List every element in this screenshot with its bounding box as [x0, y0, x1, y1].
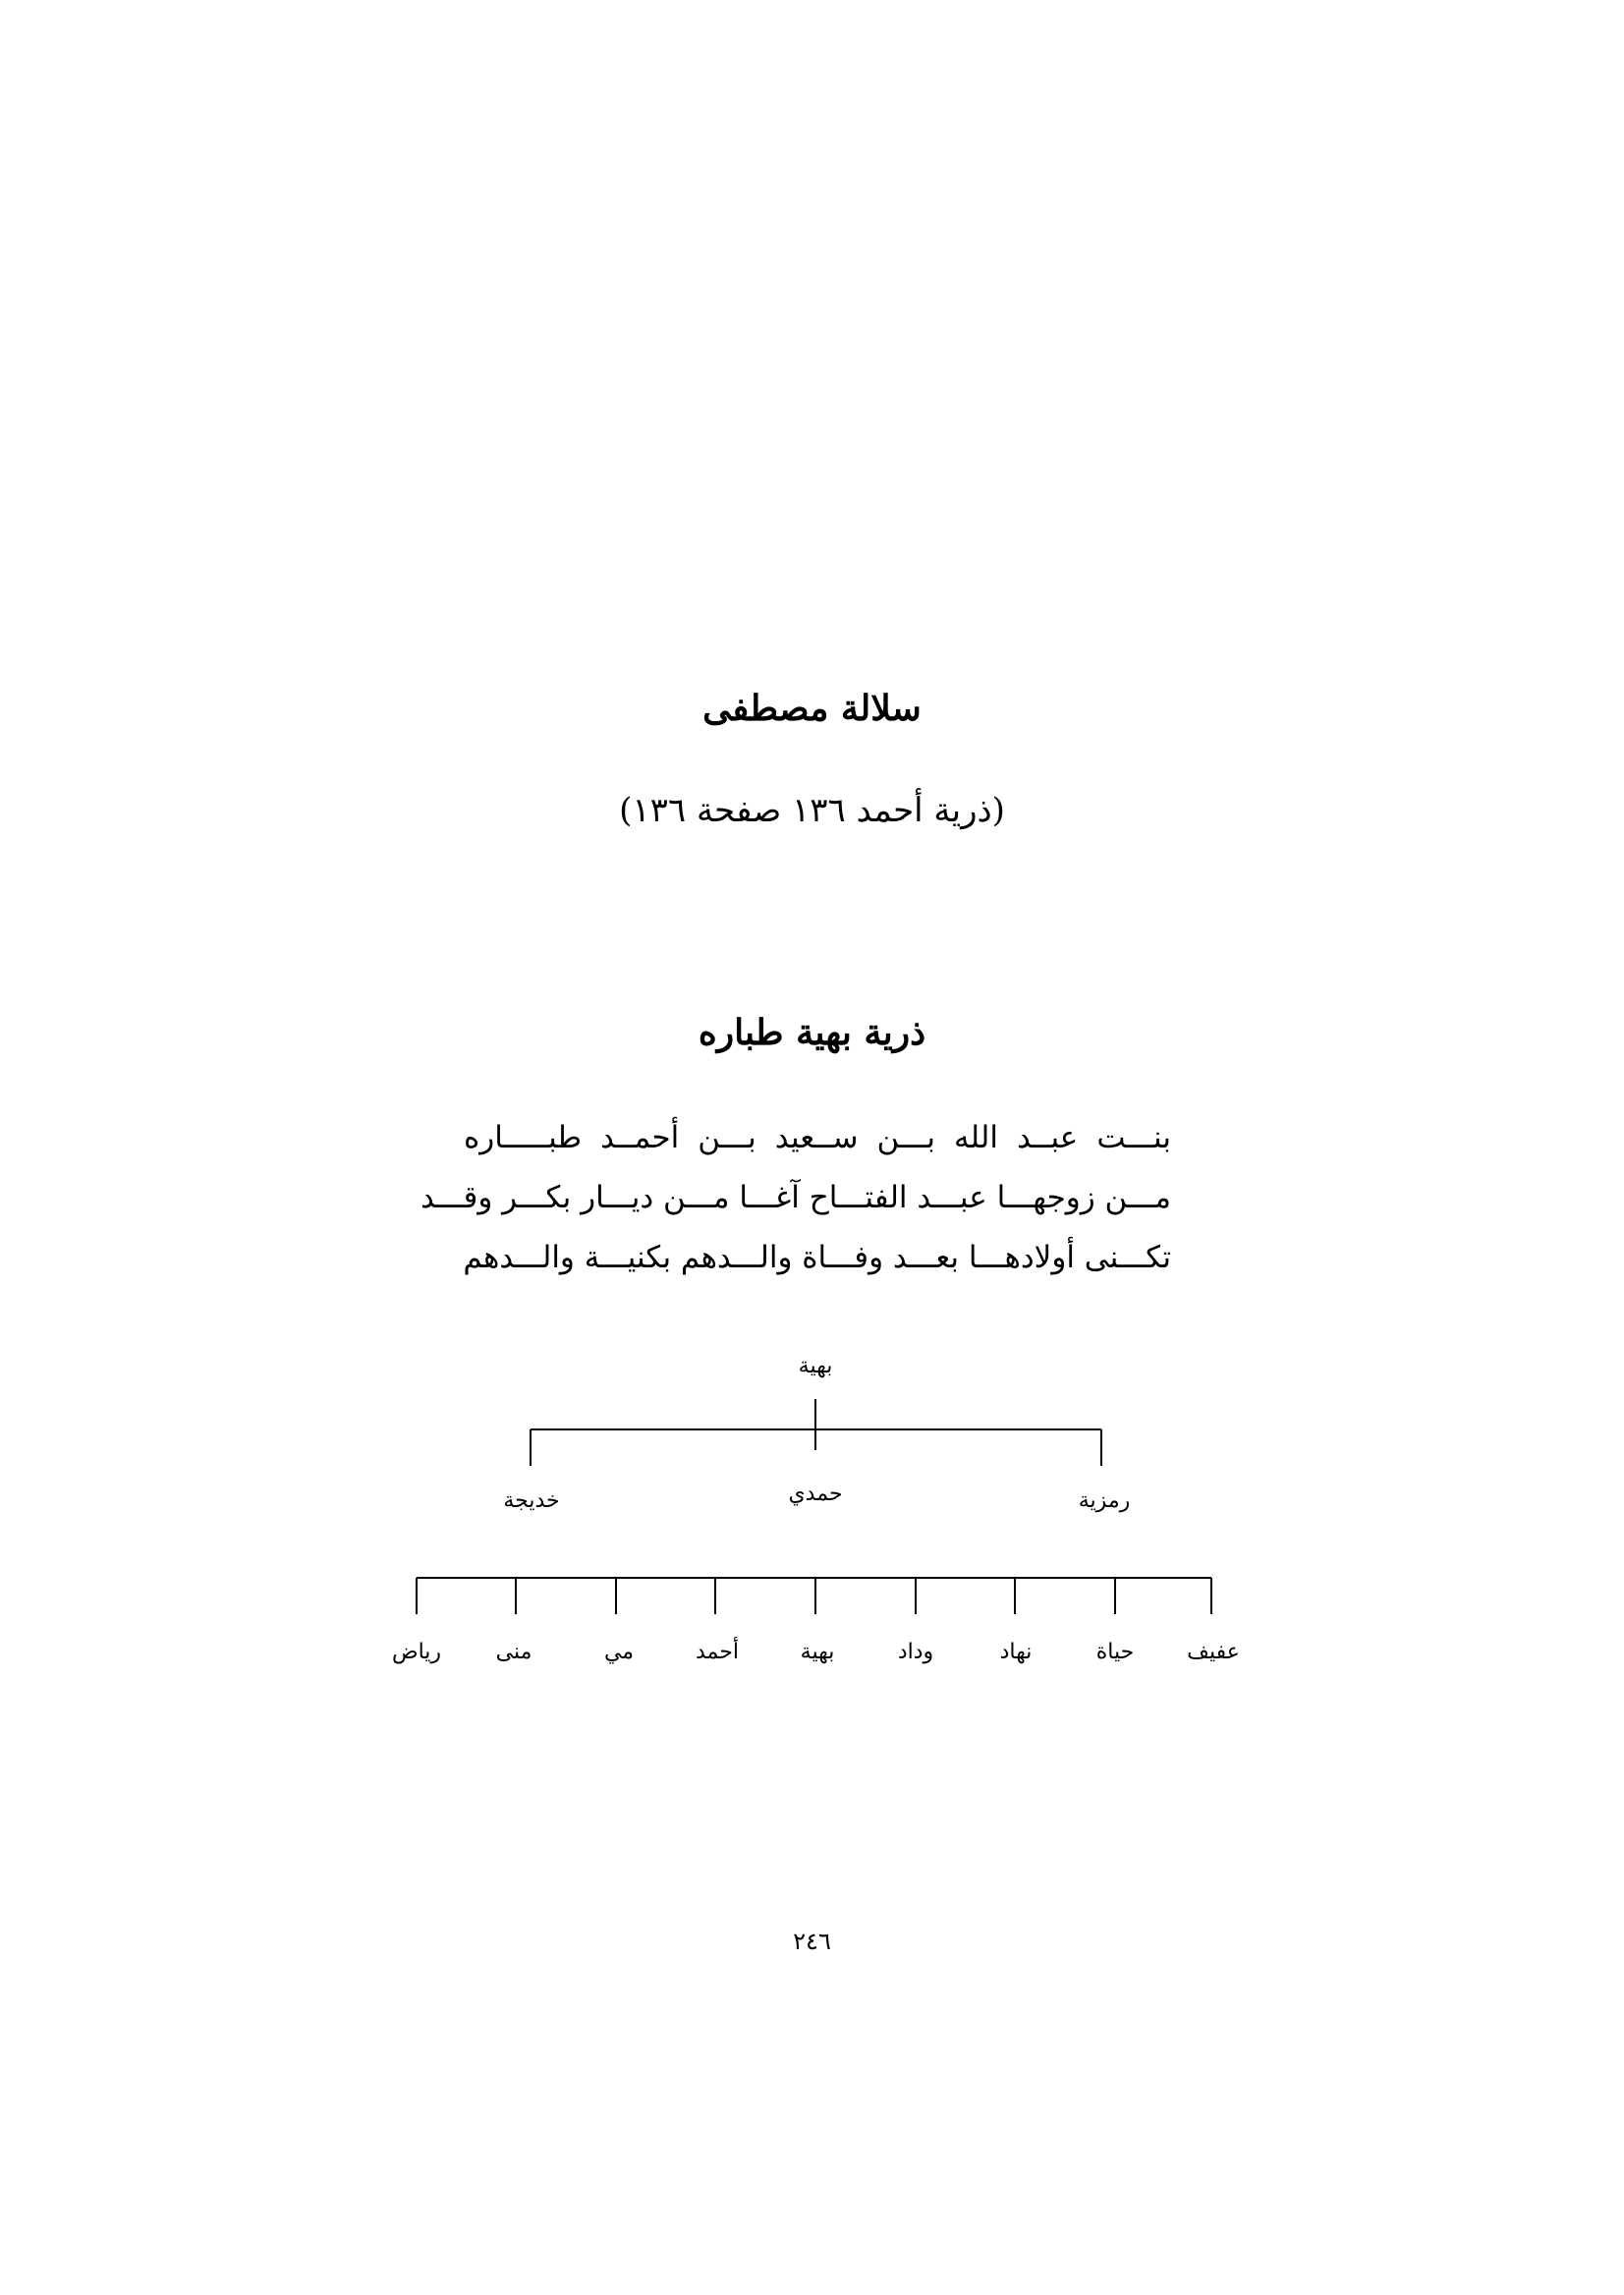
- page-number: ٢٤٦: [793, 1928, 831, 1955]
- page-subtitle: (ذرية أحمد ١٣٦ صفحة ١٣٦): [619, 791, 1005, 830]
- tree-node-grandchild: رياض: [391, 1640, 442, 1664]
- tree-node-grandchild: بهية: [800, 1640, 835, 1664]
- tree-node-child: حمدي: [788, 1482, 843, 1506]
- section-title: ذرية بهية طباره: [698, 1012, 926, 1053]
- intro-line: بنـــت عبــد الله بـــن ســعيد بـــن أحمــد طبـــــاره: [464, 1120, 1171, 1155]
- tree-node-grandchild: حياة: [1095, 1640, 1135, 1664]
- tree-node-root: بهية: [798, 1354, 833, 1378]
- tree-node-child: رمزية: [1078, 1488, 1131, 1513]
- tree-node-grandchild: نهاد: [999, 1640, 1033, 1664]
- page-title: سلالة مصطفى: [702, 688, 922, 729]
- tree-node-child: خديجة: [503, 1488, 560, 1513]
- intro-line: تكـــنى أولادهـــا بعـــد وفـــاة والـــدهم بكنيـــة والـــدهم: [463, 1240, 1171, 1275]
- tree-node-grandchild: مي: [603, 1640, 635, 1664]
- tree-node-grandchild: منى: [495, 1640, 532, 1664]
- intro-line: مـــن زوجهـــا عبـــد الفتـــاح آغـــا مـــن ديـــار بكـــر وقـــد: [420, 1180, 1171, 1215]
- tree-node-grandchild: عفيف: [1187, 1640, 1240, 1664]
- tree-node-grandchild: أحمد: [696, 1640, 739, 1664]
- tree-node-grandchild: وداد: [897, 1640, 934, 1664]
